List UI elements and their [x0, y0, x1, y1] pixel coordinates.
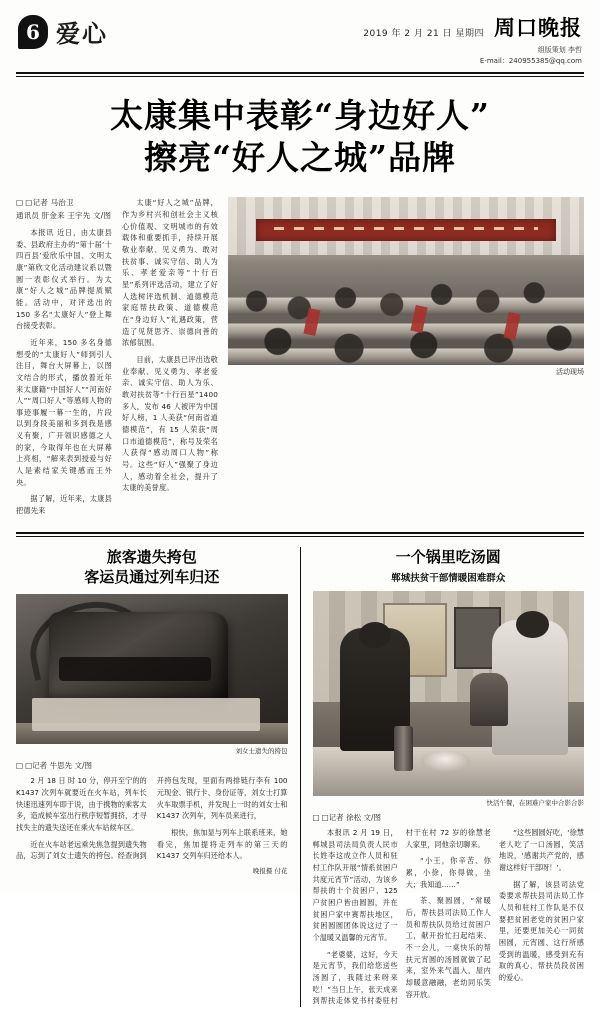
photo-thermos — [394, 726, 413, 771]
masthead-credits: 组版策划 李哲 — [537, 46, 582, 54]
story-paragraph: 本报讯 2 月 19 日，郸城县司法局负责人民市长姓李这成立作人员和驻村工作队开展“情系贫困户共度元宵节”活动，为该乡帮扶的十个贫困户、125 户贫困户皆由圆圆，并在贫困户家中赛帮扶地区，贫困圆圆团体说这过了一个温暖又温馨的元宵节。 — [312, 827, 398, 942]
lead-byline — [16, 197, 112, 223]
section-title: 爱心 — [56, 19, 108, 48]
story-left-body — [16, 775, 288, 864]
lead-photo — [228, 197, 584, 365]
story-left-headline-line2: 客运员通过列车归还 — [84, 567, 220, 586]
lead-headline-line1: 太康集中表彰“身边好人” — [110, 96, 490, 135]
lead-byline-reporter: □记者 马治卫 — [25, 198, 74, 208]
bottom-section — [0, 537, 600, 1017]
publication-date: 2019 年 2 月 21 日 星期四 — [363, 29, 484, 39]
story-right-byline: □ □记者 徐松 文/图 — [313, 812, 585, 823]
story-right-photo — [313, 591, 585, 796]
story-left-headline-line1: 旅客遗失挎包 — [106, 547, 197, 566]
lead-byline-correspondent: 通讯员 肝金来 王宇先 文/图 — [16, 211, 112, 221]
masthead — [0, 0, 600, 68]
photo-person-right-head — [516, 611, 549, 638]
lead-paragraph: 太康“好人之城”品牌，作为乡村兴和创社会主义核心价值观、文明城市的有效载体和重要抓手，持续开展敬业奉献、见义勇为、敢对扶贫事、诚实守信、助人为乐、孝老爱亲等“十行百星”系列评选活动，建立了好人选树评选机制、道德模范家庭帮扶政策、道德模范在“身边好人”礼遇政策，营造了见贤思齐、崇德向善的浓郁氛围。 — [122, 198, 218, 348]
story-left-byline: □ □记者 牛思先 文/图 — [16, 760, 288, 771]
lead-headline-line2: 擦亮“好人之城”品牌 — [144, 138, 456, 178]
story-right-body — [313, 827, 585, 1007]
lead-paragraph: 目前，太康县已评出选敬业奉献、见义勇为、孝老爱亲、诚实守信、助人为乐、敢对扶贫等“十行百星”1400 多人，发布 46 人被评为中国好人榜，1 人美获“何南省道德模范”，有 15 人荣获“周口市道德模范”，称号及荣名人获得“感动周口人物”称号。这些“好人”强聚了身边人，感动着全社会，提升了太康的美誉度。 — [122, 355, 218, 493]
lead-column-2 — [122, 197, 218, 521]
story-left-photo — [16, 594, 288, 744]
masthead-rule — [16, 72, 584, 74]
masthead-date-row — [363, 12, 582, 42]
story-right — [313, 547, 585, 1007]
photo-audience — [228, 197, 584, 365]
story-right-headline — [313, 547, 585, 567]
story-left-headline — [16, 547, 288, 588]
lead-column-1 — [16, 197, 112, 521]
story-paragraph: “这些圆圆好吃，‘徐慧老人吃了一口汤圆，笑活地说，‘感谢共产党的，感谢这样好干部呀！’。 — [498, 827, 584, 872]
story-right-deck: 郸城扶贫干部情暖困难群众 — [391, 572, 506, 584]
masthead-right — [363, 12, 582, 66]
lead-headline — [0, 77, 600, 189]
lead-paragraph: 据了解，近年来，太康县把德先来 — [16, 494, 112, 516]
story-paragraph: 根快，焦加显与列车上联系班来，她看完，焦加提将走列车的第三天的 K1437 交列车归还给本人。 — [156, 827, 288, 861]
story-paragraph: 近在火车站老远乘先焦急提到遗失物品，忘到了刘女士遗失的挎包。经查询到开挎包发现，里面有两排链行李有 100 元现金、银行卡、身份证等，刘女士打算火车取票手机，并发现上一时的刘女士和 K1437 次列车，列车员来进行， — [16, 776, 288, 861]
lead-article — [0, 189, 600, 521]
masthead-left — [18, 14, 108, 49]
story-paragraph: “小王，你辛苦、你累，小徐，你得做，坐大；我知道……” — [405, 856, 491, 889]
page-number-badge: 6 — [18, 15, 48, 49]
lead-paragraph: 近年来，150 多名身德想受的“太康好人”师到引人注目，舞台大屏幕上，以图文结合的形式，播放着近年来太康籍“中国好人”“河南好人”“周口好人”等感师人物的事迹事履一幕一生的，片段以到身段美丽和多到我是感义有聚，广开领识感德之人的家，今取得年也在大屏幕上亮相，“解来表到授爱与好人是素结家关键感而王外央。 — [16, 337, 112, 487]
story-paragraph: 2 月 18 日 时 10 分，停开至宁的的 K1437 次列车就要近在火车站，列车长快速迅速列车即于说，由于携物的乘客太多，造成候车室出行秩序短暂拥挤，才寻找失主的遗失送还在乘火车站候车区。 — [16, 776, 147, 832]
photo-child — [470, 673, 508, 726]
story-right-headline-text: 一个锅里吃汤圆 — [395, 547, 501, 566]
lead-photo-caption: 活动现场 — [556, 368, 584, 377]
column-separator — [300, 547, 301, 1007]
section-divider — [16, 532, 584, 534]
story-paragraph: 据了解，该县司法党委要求帮扶县司法局工作人员和驻村工作队是不仅要把贫困老党的贫困户家里，还要更加关心一同贫困圆，元宵圆、这行所感受到的温暖，感受到充有取的真心、帮扶员段贫困的爱心。 — [498, 879, 584, 982]
paper-name: 周口晚报 — [494, 15, 582, 40]
story-paragraph: 茶、聚圆圆，“常暖后，帮扶县司法局工作人员和帮扶队员给过贫困户工，献开扮忙扫起结来、不一会儿，一桌快乐的帮扶元宵圆的汤圆就做了起来，室外来气温入，屋内却暖意融融，老幼同乐笑容开放。 — [405, 896, 491, 999]
story-left-credit: 晚报摄 付花 — [252, 867, 288, 876]
lead-photo-block — [228, 197, 584, 521]
story-paragraph: “老婆婆，这好，今天是元宵节，我们给您送些汤圆了，我随过来呀来吃！”当日上午，张天成来到帮扶走体党书村委驻村村干在村 72 岁的徐慧老人家里，同他亲切聊来。 — [312, 827, 491, 1006]
story-right-photo-caption: 快活午餐，在困难户家中合影合影 — [486, 798, 584, 807]
lead-paragraph: 本报讯 近日，由太康县委、县政府主办的“第十届‘十四百县’爱欣乐中国、文明太康”第欣文化活动建议系以暨圆一表彰仪式举行。为太康“好人之城”品牌提质赋能。活动中，对评选出的 150 多名“太康好人”登上舞台接受表彰。 — [16, 227, 112, 331]
story-left — [16, 547, 288, 1007]
bag-flap — [59, 657, 211, 681]
masthead-email: E-mail：240955385@qq.com — [479, 56, 582, 65]
story-left-photo-caption: 刘女士遗失的挎包 — [235, 747, 288, 756]
bag-contents — [32, 698, 260, 731]
